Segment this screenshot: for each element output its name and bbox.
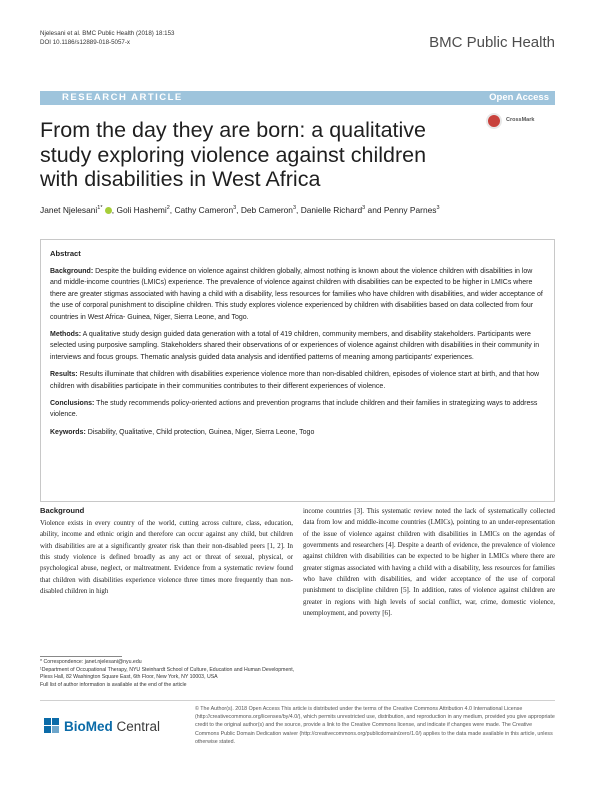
logo-mark-icon	[44, 718, 51, 725]
body-column-right	[303, 506, 555, 619]
orcid-icon[interactable]	[105, 207, 112, 214]
abstract-heading: Abstract	[50, 249, 81, 258]
author-name[interactable]: Danielle Richard	[300, 205, 363, 215]
author-affiliation-mark: 3	[436, 205, 440, 212]
abstract-background	[50, 266, 545, 323]
author-list: Janet Njelesani$^{1*}$ , Goli Hashemi$^2$, Cathy Cameron$^3$, Deb Cameron$^3$, Danielle Richard$^3$ and Penny Parnes$^3$	[40, 205, 440, 215]
article-type-label: RESEARCH ARTICLE	[62, 92, 183, 103]
section-text: Disability, Qualitative, Child protection, Guinea, Niger, Sierra Leone, Togo	[87, 428, 315, 436]
abstract-keywords	[50, 427, 545, 438]
logo-text-normal: Central	[112, 719, 161, 734]
author-affiliation-mark: 3	[292, 205, 297, 212]
author-name[interactable]: Penny Parnes	[383, 205, 437, 215]
logo-mark-icon	[52, 726, 59, 733]
author-name[interactable]: Janet Njelesani	[40, 205, 98, 215]
abstract-results	[50, 369, 545, 392]
logo-mark-icon	[44, 726, 51, 733]
author-affiliation-mark: 3	[233, 205, 237, 212]
author-affiliation-mark: 2	[166, 205, 170, 212]
body-paragraph: income countries [3]. This systematic review noted the lack of systematically collected data from low and middle-income countries (LMICs), pointing to an under-representation of the issue of violence against children with disabilities in LMICs on the agendas of governments and researchers [4]. Despite a dearth of evidence, the prevalence of violence against children with disabilities can be expected to be higher in LMICs where there are greater stigmas associated with having a child with a disability, less resources for families who have children with disabilities, and wider acceptance of the use of corporal punishment to discipline children [5]. In addition, rates of violence against children are greater in regions with high levels of social conflict, war, crime, domestic violence, unemployment, and poverty [6].	[303, 508, 555, 618]
citation-header	[40, 30, 174, 47]
section-text: The study recommends policy-oriented actions and prevention programs that include children and their families in strategizing ways to address violence.	[50, 400, 538, 419]
abstract-box	[40, 239, 555, 502]
body-paragraph: Violence exists in every country of the world, cutting across culture, class, education, ability, income and ethnic origin and therefore can occur against any child, but children with disabilities are at a significantly greater risk than their non-disabled peers [1, 2]. In this study violence is defined broadly as any act or threat of sexual, physical, or psychological abuse, neglect, or maltreatment. Evidence from a systematic review found that children with disabilities experience violence three times more frequently than non-disabled children in high	[40, 520, 293, 596]
abstract-methods	[50, 329, 545, 363]
doi-line: DOI 10.1186/s12889-018-5057-x	[40, 38, 131, 46]
bottom-divider	[40, 700, 555, 701]
article-type-banner	[40, 91, 555, 105]
author-name[interactable]: Cathy Cameron	[174, 205, 234, 215]
open-access-label: Open Access	[489, 92, 549, 103]
section-label: Background:	[50, 268, 94, 275]
journal-name: BMC Public Health	[429, 34, 555, 51]
section-heading: Background	[40, 506, 85, 515]
author-name[interactable]: Goli Hashemi	[116, 205, 167, 215]
section-label: Results:	[50, 371, 78, 379]
section-text: Despite the building evidence on violence against children globally, almost nothing is known about the violence children with disabilities in low and middle-income countries (LMICs) experience. The prevalence of violence against children with disabilities can be expected to be higher in LMICs where there are greater stigmas associated with having a child with a disability, less resources for families who have children with disabilities, and wider acceptance of the use of corporal punishment to discipline children. This study explores violence experienced by children with disabilities based on data collected from four countries in West Africa- Guinea, Niger, Sierra Leone, and Togo.	[50, 268, 543, 321]
license-notice: © The Author(s). 2018 Open Access This article is distributed under the terms of the Creative Commons Attribution 4.0 International License (http://creativecommons.org/licenses/by/4.0/), which permits unrestricted use, distribution, and reproduction in any medium, provided you give appropriate credit to the original author(s) and the source, provide a link to the Creative Commons license, and indicate if changes were made. The Creative Commons Public Domain Dedication waiver (http://creativecommons.org/publicdomain/zero/1.0/) applies to the data made available in this article, unless otherwise stated.	[195, 706, 555, 745]
section-label: Conclusions:	[50, 400, 95, 408]
author-affiliation-mark: 1*	[97, 205, 103, 212]
crossmark-label: CrossMark	[506, 117, 535, 123]
crossmark-badge[interactable]	[486, 113, 546, 133]
section-text: Results illuminate that children with disabilities experience violence more than non-disabled children, episodes of violence start at birth, and that how children with disabilities participate in their communities contributes to their different experiences of violence.	[50, 371, 540, 390]
section-text: A qualitative study design guided data generation with a total of 419 children, community members, and disability stakeholders. Participants were selected using purposive sampling. Stakeholders shared their observations of or experiences of violence against children with disabilities in their community in interviews and focus groups. Thematic analysis guided data analysis and identified patterns of meaning among participants' experiences.	[50, 331, 540, 361]
logo-text-bold: BioMed	[64, 719, 113, 734]
footnote-divider	[40, 656, 122, 657]
author-info-note: Full list of author information is available at the end of the article	[40, 681, 187, 688]
section-label: Keywords:	[50, 428, 86, 436]
logo-text	[64, 719, 160, 734]
correspondence: * Correspondence: janet.njelesani@nyu.edu	[40, 659, 142, 665]
affiliation: ¹Department of Occupational Therapy, NYU Steinhardt School of Culture, Education and Human Development, Pless Hall, 82 Washington Square East, 6th Floor, New York, NY 10003, USA	[40, 666, 295, 681]
author-name[interactable]: Deb Cameron	[240, 205, 293, 215]
abstract-conclusions	[50, 398, 545, 421]
biomed-central-logo	[40, 712, 161, 740]
crossmark-icon	[486, 113, 502, 129]
article-title: From the day they are born: a qualitative study exploring violence against children with disabilities in West Africa	[40, 118, 427, 191]
author-affiliation-mark: 3	[362, 205, 366, 212]
footnote	[40, 659, 295, 689]
section-label: Methods:	[50, 331, 82, 339]
body-column-left	[40, 518, 293, 597]
citation-line: Njelesani et al. BMC Public Health (2018) 18:153	[40, 30, 175, 37]
logo-mark-icon	[52, 718, 59, 725]
